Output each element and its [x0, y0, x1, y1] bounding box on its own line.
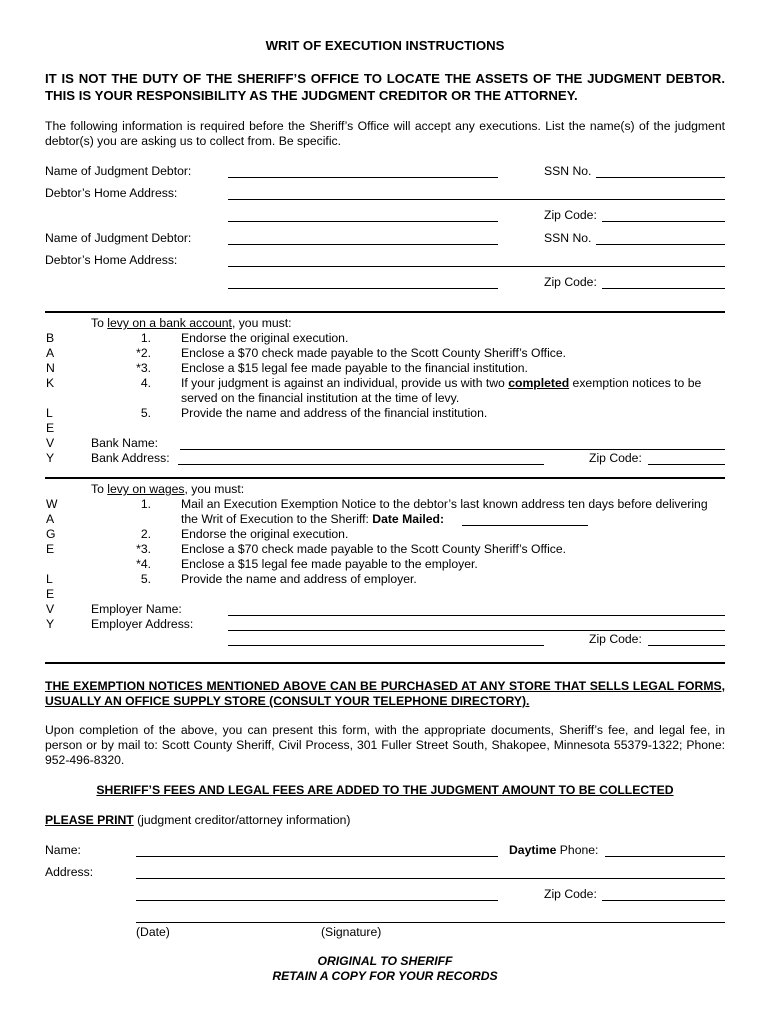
creditor-zip-label: Zip Code: [544, 887, 597, 901]
bank-levy-vertical-label: B A N K L E V Y [46, 331, 55, 465]
intro-text: The following information is required before the Sheriff’s Office will accept any executions. List the name(s) of the judgment debtor(s) you are asking us to collect from. Be specific. [45, 119, 725, 148]
bank-item-4-num: 4. [140, 376, 151, 390]
signature-label: (Signature) [321, 925, 382, 939]
bank-zip-field[interactable] [648, 464, 725, 465]
wage-item-1-text-cont: the Writ of Execution to the Sheriff: Date Mailed: [181, 512, 445, 526]
employer-zip-label: Zip Code: [589, 632, 642, 646]
creditor-name-label: Name: [45, 843, 81, 857]
debtor-2-address-field-2[interactable] [228, 288, 498, 289]
wage-item-3-num: *3. [136, 542, 151, 556]
debtor-1-ssn-field[interactable] [596, 177, 725, 178]
daytime-phone-label: Daytime Phone: [509, 843, 599, 857]
bank-address-label: Bank Address: [91, 451, 170, 465]
wage-levy-vertical-label: W A G E L E V Y [46, 497, 58, 631]
employer-name-label: Employer Name: [91, 602, 182, 616]
bank-item-1-num: 1. [140, 331, 151, 345]
debtor-1-name-label: Name of Judgment Debtor: [45, 164, 192, 178]
bank-name-label: Bank Name: [91, 436, 159, 450]
bank-item-5-num: 5. [140, 406, 151, 420]
employer-name-field[interactable] [228, 615, 725, 616]
debtor-1-ssn-label: SSN No. [544, 164, 592, 178]
bank-item-4-text-cont: served on the financial institution at the time of levy. [181, 391, 460, 405]
debtor-2-name-label: Name of Judgment Debtor: [45, 231, 192, 245]
bank-item-4-text: If your judgment is against an individual, provide us with two completed exemption notices to be [181, 376, 702, 390]
employer-address-label: Employer Address: [91, 617, 194, 631]
warning-text: IT IS NOT THE DUTY OF THE SHERIFF’S OFFICE TO LOCATE THE ASSETS OF THE JUDGMENT DEBTOR. THIS IS YOUR RESPONSIBILITY AS THE JUDGMENT CREDITOR OR THE ATTORNEY. [45, 71, 725, 103]
debtor-2-ssn-field[interactable] [596, 244, 725, 245]
date-signature-line[interactable] [136, 922, 725, 923]
wage-item-3-text: Enclose a $70 check made payable to the Scott County Sheriff’s Office. [181, 542, 567, 556]
page-title: WRIT OF EXECUTION INSTRUCTIONS [265, 38, 505, 53]
divider-2 [45, 477, 725, 479]
creditor-name-field[interactable] [136, 856, 498, 857]
debtor-1-name-field[interactable] [228, 177, 498, 178]
exemption-notice: THE EXEMPTION NOTICES MENTIONED ABOVE CAN BE PURCHASED AT ANY STORE THAT SELLS LEGAL FORMS, USUALLY AN OFFICE SUPPLY STORE (CONSULT YOUR TELEPHONE DIRECTORY). [45, 679, 725, 708]
date-label: (Date) [136, 925, 170, 939]
debtor-1-address-label: Debtor’s Home Address: [45, 186, 178, 200]
creditor-address-field-2[interactable] [136, 900, 498, 901]
bank-levy-intro: To levy on a bank account, you must: [91, 316, 292, 330]
debtor-2-ssn-label: SSN No. [544, 231, 592, 245]
wage-item-4-num: *4. [136, 557, 151, 571]
debtor-2-zip-label: Zip Code: [544, 275, 597, 289]
bank-item-2-text: Enclose a $70 check made payable to the Scott County Sheriff’s Office. [181, 346, 567, 360]
employer-address-field-2[interactable] [228, 645, 544, 646]
wage-item-2-num: 2. [140, 527, 151, 541]
bank-name-field[interactable] [180, 449, 725, 450]
debtor-1-address-field[interactable] [228, 199, 725, 200]
footer-retain-copy: RETAIN A COPY FOR YOUR RECORDS [272, 969, 498, 983]
wage-levy-intro: To levy on wages, you must: [91, 482, 245, 496]
wage-item-1-num: 1. [140, 497, 151, 511]
debtor-1-zip-field[interactable] [602, 221, 725, 222]
wage-item-4-text: Enclose a $15 legal fee made payable to the employer. [181, 557, 478, 571]
fees-notice: SHERIFF’S FEES AND LEGAL FEES ARE ADDED TO THE JUDGMENT AMOUNT TO BE COLLECTED [96, 783, 674, 797]
bank-address-field[interactable] [178, 464, 544, 465]
wage-item-1-text: Mail an Execution Exemption Notice to the debtor’s last known address ten days before delivering [181, 497, 708, 511]
bank-zip-label: Zip Code: [589, 451, 642, 465]
please-print-heading: PLEASE PRINT (judgment creditor/attorney information) [45, 813, 351, 827]
wage-item-5-num: 5. [140, 572, 151, 586]
bank-item-3-num: *3. [136, 361, 151, 375]
debtor-1-zip-label: Zip Code: [544, 208, 597, 222]
daytime-phone-field[interactable] [605, 856, 725, 857]
creditor-address-label: Address: [45, 865, 94, 879]
creditor-address-field[interactable] [136, 878, 725, 879]
bank-item-2-num: *2. [136, 346, 151, 360]
bank-item-3-text: Enclose a $15 legal fee made payable to the financial institution. [181, 361, 528, 375]
debtor-2-address-field[interactable] [228, 266, 725, 267]
debtor-1-address-field-2[interactable] [228, 221, 498, 222]
debtor-2-address-label: Debtor’s Home Address: [45, 253, 178, 267]
completion-instructions: Upon completion of the above, you can present this form, with the appropriate documents, Sheriff’s fee, and legal fee, in person or by mail to: Scott County Sheriff, Civil Process, 301 Fuller Street South, Shakopee, Minnesota 55379-1322; Phone: 952-496-8320. [45, 723, 725, 767]
creditor-zip-field[interactable] [602, 900, 725, 901]
date-mailed-field[interactable] [462, 525, 588, 526]
wage-item-5-text: Provide the name and address of employer. [181, 572, 417, 586]
employer-zip-field[interactable] [648, 645, 725, 646]
divider-3 [45, 662, 725, 664]
footer-original-to-sheriff: ORIGINAL TO SHERIFF [317, 954, 453, 968]
wage-item-2-text: Endorse the original execution. [181, 527, 349, 541]
employer-address-field[interactable] [228, 630, 725, 631]
bank-item-1-text: Endorse the original execution. [181, 331, 349, 345]
divider-1 [45, 311, 725, 313]
debtor-2-zip-field[interactable] [602, 288, 725, 289]
debtor-2-name-field[interactable] [228, 244, 498, 245]
bank-item-5-text: Provide the name and address of the financial institution. [181, 406, 488, 420]
